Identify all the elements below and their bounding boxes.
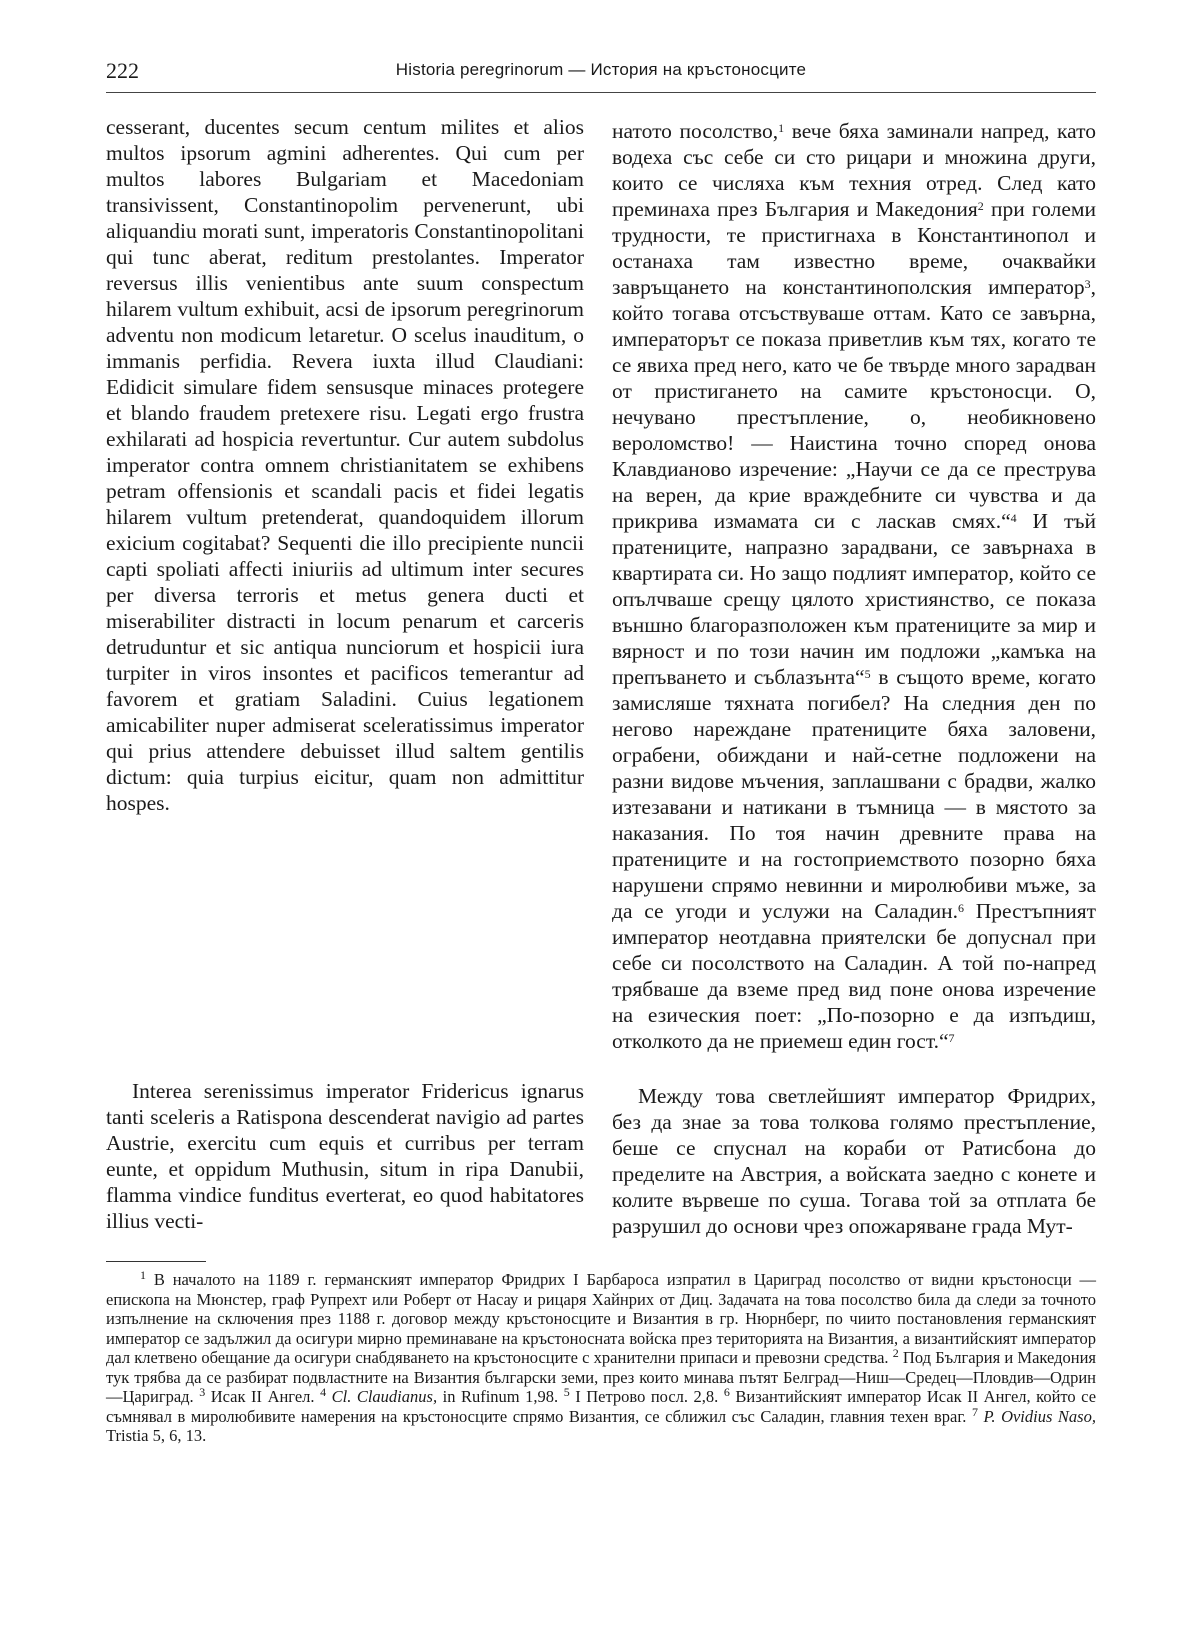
footnotes: [106, 1270, 1096, 1446]
footnote-ref: 1: [778, 121, 785, 135]
footnote-ref: 7: [948, 1031, 955, 1045]
text-segment: вече бяха заминали напред, като водеха със себе си сто рицари и множина други, които се числяха към техния отред. След като преминаха през България и Македония: [612, 119, 1097, 221]
footnote-ref: 4: [1010, 511, 1017, 525]
footnote-text: В началото на 1189 г. германският император Фридрих I Барбароса изпратил в Цариград посолство от видни кръстоносци — епископа на Мюнстер, граф Рупрехт или Роберт от Насау и рицаря Хайнрих от Диц. Задачата на това посолство била да следи за точното изпълнение на сключения през 1188 г. договор между кръстоносците и Византия в гр. Нюрнберг, по чиито постановления германският император се задължил да осигури мирно преминаване на кръстоносната войска през територията на Византия, а византийският император дал клетвено обещание да осигури снабдяването на кръстоносците с хранителни припаси и превозни средства.: [106, 1270, 1096, 1367]
footnote-number: 1: [140, 1268, 146, 1282]
running-title: Historia peregrinorum — История на кръстоносците: [395, 60, 807, 79]
text-segment: И тъй пратениците, напразно зарадвани, се завърнаха в квартирата си. Но защо подлият император, който се опълчваше срещу цялото християнство, се показа външно благоразположен към пратениците за мир и вярност и по този начин им подложи „камъка на препъването и съблазънта“: [612, 509, 1097, 689]
footnote-text-italic: Cl. Claudianus,: [326, 1387, 438, 1406]
footnote-text: I Петрово посл. 2,8.: [569, 1387, 719, 1406]
bulgarian-column-bottom: [612, 1083, 1096, 1239]
text-segment: , който тогава отсъствуваше оттам. Като се завърна, императорът се показа приветлив към тях, когато те се явиха пред него, като че бе твърде много зарадван от пристигането на самите кръстоносци. О, нечувано престъпление, о, необикновено вероломство! — Наистина точно според онова Клавдианово изречение: „Научи се да се преструва на верен, да крие враждебните си чувства и да прикрива измамата си с ласкав смях.“: [612, 275, 1096, 533]
footnote-text: in Rufinum 1,98.: [437, 1387, 559, 1406]
footnote-text-italic: P. Ovidius Naso,: [977, 1406, 1096, 1426]
header-rule: [106, 92, 1096, 93]
footnote-number: 4: [320, 1385, 327, 1399]
footnote-ref: 5: [864, 667, 871, 681]
bulgarian-column-top: [612, 118, 1096, 1054]
latin-paragraph-2: Interea serenissimus imperator Fridericus ignarus tanti sceleris a Ratispona descenderat navigio ad partes Austrie, exercitu cum equis et curribus per terram eunte, et oppidum Muthusin, situm in ripa Danubii, flamma vindice funditus everterat, eo quod habitatores illius vecti-: [106, 1079, 584, 1233]
footnote-number: 2: [892, 1346, 899, 1360]
latin-paragraph-1: cesserant, ducentes secum centum milites et alios multos ipsorum agmini adherentes. Qui cum per multos labores Bulgariam et Macedoniam transivissent, Constantinopolim pervenerunt, ubi aliquandiu morati sunt, imperatoris Constantinopolitani qui tunc aberat, reditum prestolantes. Imperator reversus illis venientibus ante suum conspectum hilarem vultum exhibuit, acsi de ipsorum peregrinorum adventu non modicum letaretur. O scelus inauditum, o immanis perfidia. Revera iuxta illud Claudiani: Edidicit simulare fidem sensusque minaces protegere et blando fraudem pretexere risu. Legati ergo frustra exhilarati ad hospicia revertuntur. Cur autem subdolus imperator contra omnem christianitatem se exhibens petram offensionis et scandali pacis et fidei legatis hilarem vultum pretenderat, quandoquidem illorum exicium cogitabat? Sequenti die illo precipiente nuncii capti spoliati affecti iniuriis ad ultimum inter secures per diversa terroris et metus genera ducti et miserabiliter distracti in locum penarum et carceris detruduntur et sic antiqua nunciorum et hospicii iura turpiter in viros insontes et pacificos temerantur ad favorem et gratiam Saladini. Cuius legationem amicabiliter nuper admiserat sceleratissimus imperator qui prius attendere debuisset illud saltem gentilis dictum: quia turpius eicitur, quam non admittitur hospes.: [106, 115, 584, 815]
footnote-number: 7: [971, 1404, 978, 1419]
latin-column-top: [106, 114, 584, 816]
footnote-text: Tristia 5, 6, 13.: [106, 1426, 207, 1445]
text-segment: в същото време, когато замисляше тяхната погибел? На следния ден по негово нареждане пратениците бяха заловени, ограбени, обиждани и най-сетне подложени на разни видове мъчения, заплашвани с брадви, жалко изтезавани и натикани в тъмница — в мястото за наказания. По тоя начин древните права на пратениците и на гостоприемството позорно бяха нарушени спрямо невинни и миролюбиви мъже, за да се угоди и услужи на Саладин.: [612, 665, 1097, 923]
footnote-ref: 3: [1084, 277, 1091, 291]
bulgarian-paragraph-1: [612, 118, 1096, 1054]
footnote-number: 6: [723, 1385, 730, 1399]
footnote-text: Под България и Македония тук трябва да се разбират подвластните на Византия български земи, през които минава пътят Белград—Ниш—Средец—Пловдив—Одрин—Цариград.: [106, 1348, 1097, 1406]
footnote-rule: [106, 1261, 206, 1262]
page-header: [106, 56, 1096, 90]
footnote-number: 5: [563, 1385, 570, 1399]
latin-column-bottom: [106, 1078, 584, 1234]
bulgarian-paragraph-2: Между това светлейшият император Фридрих, без да знае за това толкова голямо престъпление, беше се спуснал на кораби от Ратисбона до пределите на Австрия, а войската заедно с конете и колите вървеше по суша. Тогава той за отплата бе разрушил до основи чрез опожаряване града Мут-: [612, 1084, 1096, 1238]
page-number: 222: [106, 58, 139, 83]
footnote-ref: 2: [977, 199, 984, 213]
text-segment: при големи трудности, те пристигнаха в Константинопол и останаха там известно време, очаквайки завръщането на константинополския император: [612, 197, 1096, 299]
footnote-text: Византийският император Исак II Ангел, който се съмнявал в миролюбивите намерения на кръстоносците спрямо Византия, се сближил със Саладин, главния техен враг.: [106, 1387, 1097, 1426]
footnote-text: Исак II Ангел.: [205, 1387, 315, 1406]
footnote-block: [106, 1270, 1096, 1446]
footnote-number: 3: [199, 1385, 206, 1399]
text-segment: натото посолство,: [612, 119, 779, 143]
text-segment: Престъпният император неотдавна приятелски бе допуснал при себе си посолството на Саладин. А той по-напред трябваше да вземе пред вид поне онова изречение на езическия поет: „По-позорно е да изпъдиш, отколкото да не приемеш един гост.“: [612, 899, 1096, 1053]
footnote-ref: 6: [958, 901, 965, 915]
